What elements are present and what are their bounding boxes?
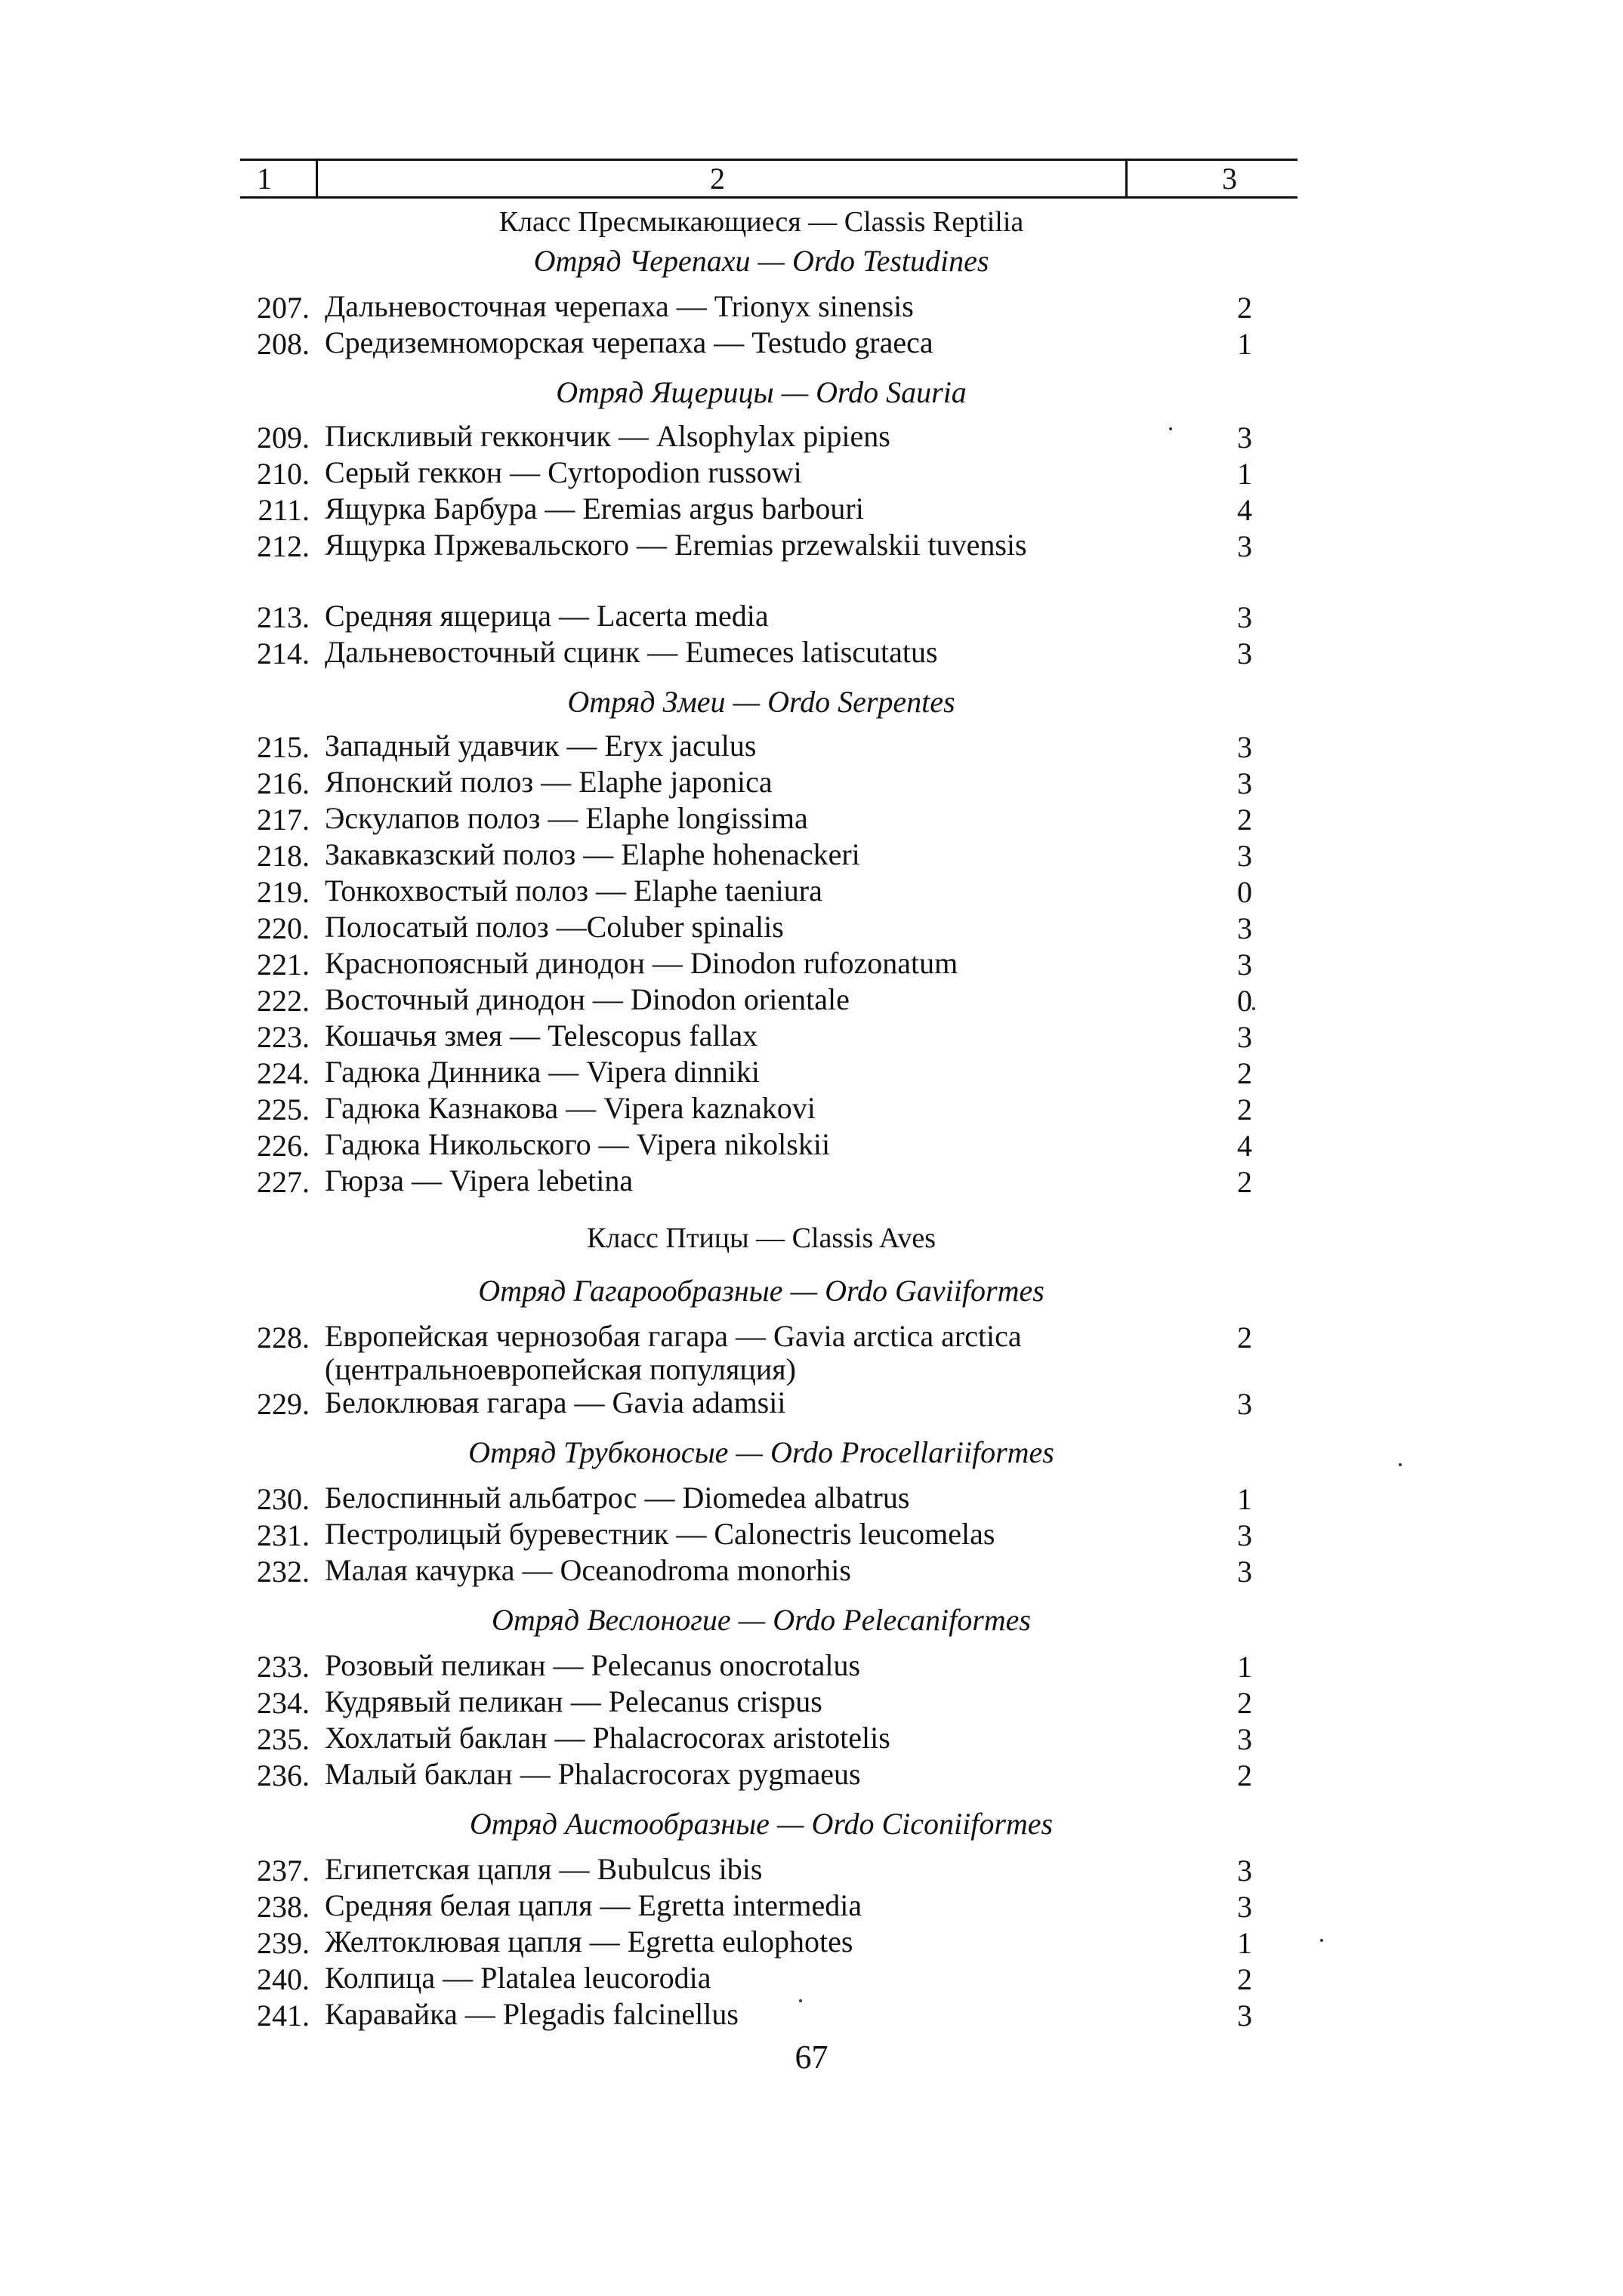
species-name: Пискливый геккончик — Alsophylax pipiens — [325, 419, 890, 453]
order-heading: Отряд Ящерицы — Ordo Sauria — [556, 375, 967, 409]
species-row — [240, 326, 1282, 362]
species-name: Каравайка — Plegadis falcinellus — [325, 1997, 739, 2031]
status-category: 3 — [1237, 839, 1252, 873]
status-category: 4 — [1237, 493, 1252, 527]
status-category: 3 — [1237, 1518, 1252, 1552]
header-divider-2 — [1125, 159, 1128, 198]
status-category: 3 — [1237, 1999, 1252, 2032]
status-category: 3 — [1237, 911, 1252, 945]
species-name: Пестролицый буревестник — Calonectris leucomelas — [325, 1517, 995, 1551]
species-name: Эскулапов полоз — Elaphe longissima — [325, 801, 808, 835]
species-number: 237. — [257, 1854, 310, 1888]
species-name: Кошачья змея — Telescopus fallax — [325, 1019, 758, 1052]
status-category: 3 — [1237, 766, 1252, 800]
header-top-rule — [240, 159, 1297, 161]
species-row — [240, 1925, 1282, 1962]
status-category: 1 — [1237, 1482, 1252, 1516]
scan-speck — [1169, 427, 1172, 430]
species-row — [240, 729, 1282, 766]
species-row — [240, 838, 1282, 874]
species-name: Восточный динодон — Dinodon orientale — [325, 982, 850, 1016]
species-row — [240, 456, 1282, 492]
species-number: 233. — [257, 1650, 310, 1684]
status-category: 1 — [1237, 327, 1252, 361]
order-heading: Отряд Змеи — Ordo Serpentes — [567, 685, 955, 719]
status-category: 1 — [1237, 1926, 1252, 1960]
species-row — [240, 529, 1282, 596]
species-row — [240, 983, 1282, 1019]
species-name: Колпица — Platalea leucorodia — [325, 1961, 711, 1995]
species-row — [240, 636, 1282, 672]
order-heading: Отряд Черепахи — Ordo Testudines — [533, 244, 989, 278]
species-name: Средиземноморская черепаха — Testudo graeca — [325, 325, 933, 359]
status-category: 4 — [1237, 1129, 1252, 1163]
species-number: 219. — [257, 875, 310, 909]
species-number: 208. — [257, 327, 310, 361]
species-name: Европейская чернозобая гагара — Gavia arctica arctica (центральноевропейская популяция) — [325, 1319, 1022, 1386]
species-number: 227. — [257, 1165, 310, 1199]
species-row — [240, 1685, 1282, 1721]
species-name: Розовый пеликан — Pelecanus onocrotalus — [325, 1648, 861, 1682]
species-number: 236. — [257, 1758, 310, 1792]
order-heading: Отряд Аистообразные — Ordo Ciconiiformes — [469, 1807, 1054, 1841]
species-row — [240, 1758, 1282, 1794]
class-heading: Класс Пресмыкающиеся — Classis Reptilia — [498, 206, 1024, 238]
species-number: 235. — [257, 1722, 310, 1756]
species-number: 231. — [257, 1518, 310, 1552]
status-category: 3 — [1237, 600, 1252, 634]
status-category: 2 — [1237, 1758, 1252, 1792]
status-category: 3 — [1237, 1555, 1252, 1589]
species-number: 215. — [257, 730, 310, 764]
species-name: Кудрявый пеликан — Pelecanus crispus — [325, 1684, 822, 1718]
status-category: 2 — [1237, 1321, 1252, 1354]
species-number: 225. — [257, 1093, 310, 1126]
status-category: 3 — [1237, 1854, 1252, 1888]
species-number: 238. — [257, 1890, 310, 1924]
species-number: 241. — [257, 1999, 310, 2032]
status-category: 0 — [1237, 984, 1252, 1018]
species-number: 229. — [257, 1387, 310, 1421]
species-name: Ящурка Пржевальского — Eremias przewalskii tuvensis — [325, 528, 1027, 562]
status-category: 3 — [1237, 1890, 1252, 1924]
species-row — [240, 1128, 1282, 1164]
species-row — [240, 1962, 1282, 1998]
scan-speck — [1399, 1463, 1402, 1466]
species-name: Западный удавчик — Eryx jaculus — [325, 729, 757, 763]
species-name: Дальневосточная черепаха — Trionyx sinensis — [325, 289, 914, 323]
species-number: 214. — [257, 636, 310, 670]
species-row — [240, 1320, 1282, 1388]
header-col-1: 1 — [257, 162, 272, 196]
species-number: 207. — [257, 291, 310, 325]
order-heading: Отряд Гагарообразные — Ordo Gaviiformes — [478, 1274, 1044, 1308]
species-number: 226. — [257, 1129, 310, 1163]
species-name: Краснопоясный динодон — Dinodon rufozonatum — [325, 946, 958, 980]
status-category: 0 — [1237, 875, 1252, 909]
status-category: 2 — [1237, 1165, 1252, 1199]
status-category: 2 — [1237, 1093, 1252, 1126]
species-row — [240, 599, 1282, 636]
species-name: Средняя белая цапля — Egretta intermedia — [325, 1888, 862, 1922]
species-row — [240, 1889, 1282, 1925]
scan-speck — [1252, 1007, 1255, 1010]
species-number: 216. — [257, 766, 310, 800]
species-row — [240, 874, 1282, 911]
species-name: Японский полоз — Elaphe japonica — [325, 765, 773, 799]
scan-speck — [1320, 1939, 1323, 1942]
species-row — [240, 420, 1282, 456]
class-heading: Класс Птицы — Classis Aves — [586, 1222, 936, 1254]
species-row — [240, 1998, 1282, 2034]
species-row — [240, 911, 1282, 947]
species-number: 218. — [257, 839, 310, 873]
species-row — [240, 766, 1282, 802]
status-category: 2 — [1237, 1686, 1252, 1720]
species-number: 234. — [257, 1686, 310, 1720]
species-name: Закавказский полоз — Elaphe hohenackeri — [325, 837, 860, 871]
species-number: 213. — [257, 600, 310, 634]
header-col-3: 3 — [1222, 162, 1237, 196]
species-row — [240, 1164, 1282, 1200]
status-category: 1 — [1237, 1650, 1252, 1684]
scan-speck — [799, 1999, 802, 2002]
header-divider-1 — [316, 159, 318, 198]
species-row — [240, 492, 1282, 529]
order-heading: Отряд Веслоногие — Ordo Pelecaniformes — [492, 1603, 1031, 1637]
status-category: 3 — [1237, 948, 1252, 982]
status-category: 2 — [1237, 803, 1252, 837]
species-name: Малый баклан — Phalacrocorax pygmaeus — [325, 1757, 861, 1791]
species-number: 228. — [257, 1321, 310, 1354]
status-category: 1 — [1237, 457, 1252, 491]
species-row — [240, 1853, 1282, 1889]
species-name: Ящурка Барбура — Eremias argus barbouri — [325, 492, 864, 525]
species-number: 210. — [257, 457, 310, 491]
species-row — [240, 290, 1282, 326]
species-number: 222. — [257, 984, 310, 1018]
status-category: 2 — [1237, 1962, 1252, 1996]
status-category: 3 — [1237, 1387, 1252, 1421]
species-name: Тонкохвостый полоз — Elaphe taeniura — [325, 874, 822, 908]
species-number: 209. — [257, 421, 310, 455]
species-number: 211. — [258, 493, 310, 527]
species-name: Дальневосточный сцинк — Eumeces latiscutatus — [325, 635, 938, 669]
species-row — [240, 1092, 1282, 1128]
species-name: Гадюка Динника — Vipera dinniki — [325, 1055, 760, 1089]
species-name: Хохлатый баклан — Phalacrocorax aristotelis — [325, 1721, 890, 1755]
species-number: 220. — [257, 911, 310, 945]
species-number: 223. — [257, 1020, 310, 1054]
status-category: 2 — [1237, 1056, 1252, 1090]
species-number: 212. — [257, 529, 310, 563]
species-name: Серый геккон — Cyrtopodion russowi — [325, 455, 802, 489]
species-name: Гюрза — Vipera lebetina — [325, 1163, 634, 1197]
species-number: 221. — [257, 948, 310, 982]
species-name: Белоклювая гагара — Gavia adamsii — [325, 1385, 786, 1419]
species-row — [240, 1554, 1282, 1590]
status-category: 3 — [1237, 1722, 1252, 1756]
status-category: 3 — [1237, 730, 1252, 764]
header-col-2: 2 — [710, 162, 725, 196]
header-bottom-rule — [240, 196, 1297, 199]
species-number: 217. — [257, 803, 310, 837]
species-row — [240, 1056, 1282, 1092]
species-name: Белоспинный альбатрос — Diomedea albatrus — [325, 1481, 910, 1515]
species-row — [240, 1019, 1282, 1056]
species-row — [240, 1721, 1282, 1758]
species-name: Гадюка Никольского — Vipera nikolskii — [325, 1127, 831, 1161]
species-number: 240. — [257, 1962, 310, 1996]
species-number: 239. — [257, 1926, 310, 1960]
species-name: Египетская цапля — Bubulcus ibis — [325, 1852, 763, 1886]
species-name: Полосатый полоз —Coluber spinalis — [325, 910, 784, 944]
species-number: 224. — [257, 1056, 310, 1090]
species-row — [240, 1518, 1282, 1554]
species-name: Желтоклювая цапля — Egretta eulophotes — [325, 1925, 853, 1959]
species-row — [240, 947, 1282, 983]
species-row — [240, 1649, 1282, 1685]
species-number: 230. — [257, 1482, 310, 1516]
species-name: Малая качурка — Oceanodroma monorhis — [325, 1553, 851, 1587]
status-category: 3 — [1237, 421, 1252, 455]
status-category: 3 — [1237, 1020, 1252, 1054]
species-name: Средняя ящерица — Lacerta media — [325, 599, 769, 633]
page-number: 67 — [795, 2039, 828, 2076]
order-heading: Отряд Трубконосые — Ordo Procellariiformes — [468, 1435, 1054, 1469]
species-row — [240, 1386, 1282, 1422]
status-category: 2 — [1237, 291, 1252, 325]
species-row — [240, 802, 1282, 838]
species-row — [240, 1481, 1282, 1518]
species-name: Гадюка Казнакова — Vipera kaznakovi — [325, 1091, 816, 1125]
status-category: 3 — [1237, 529, 1252, 563]
species-number: 232. — [257, 1555, 310, 1589]
status-category: 3 — [1237, 636, 1252, 670]
